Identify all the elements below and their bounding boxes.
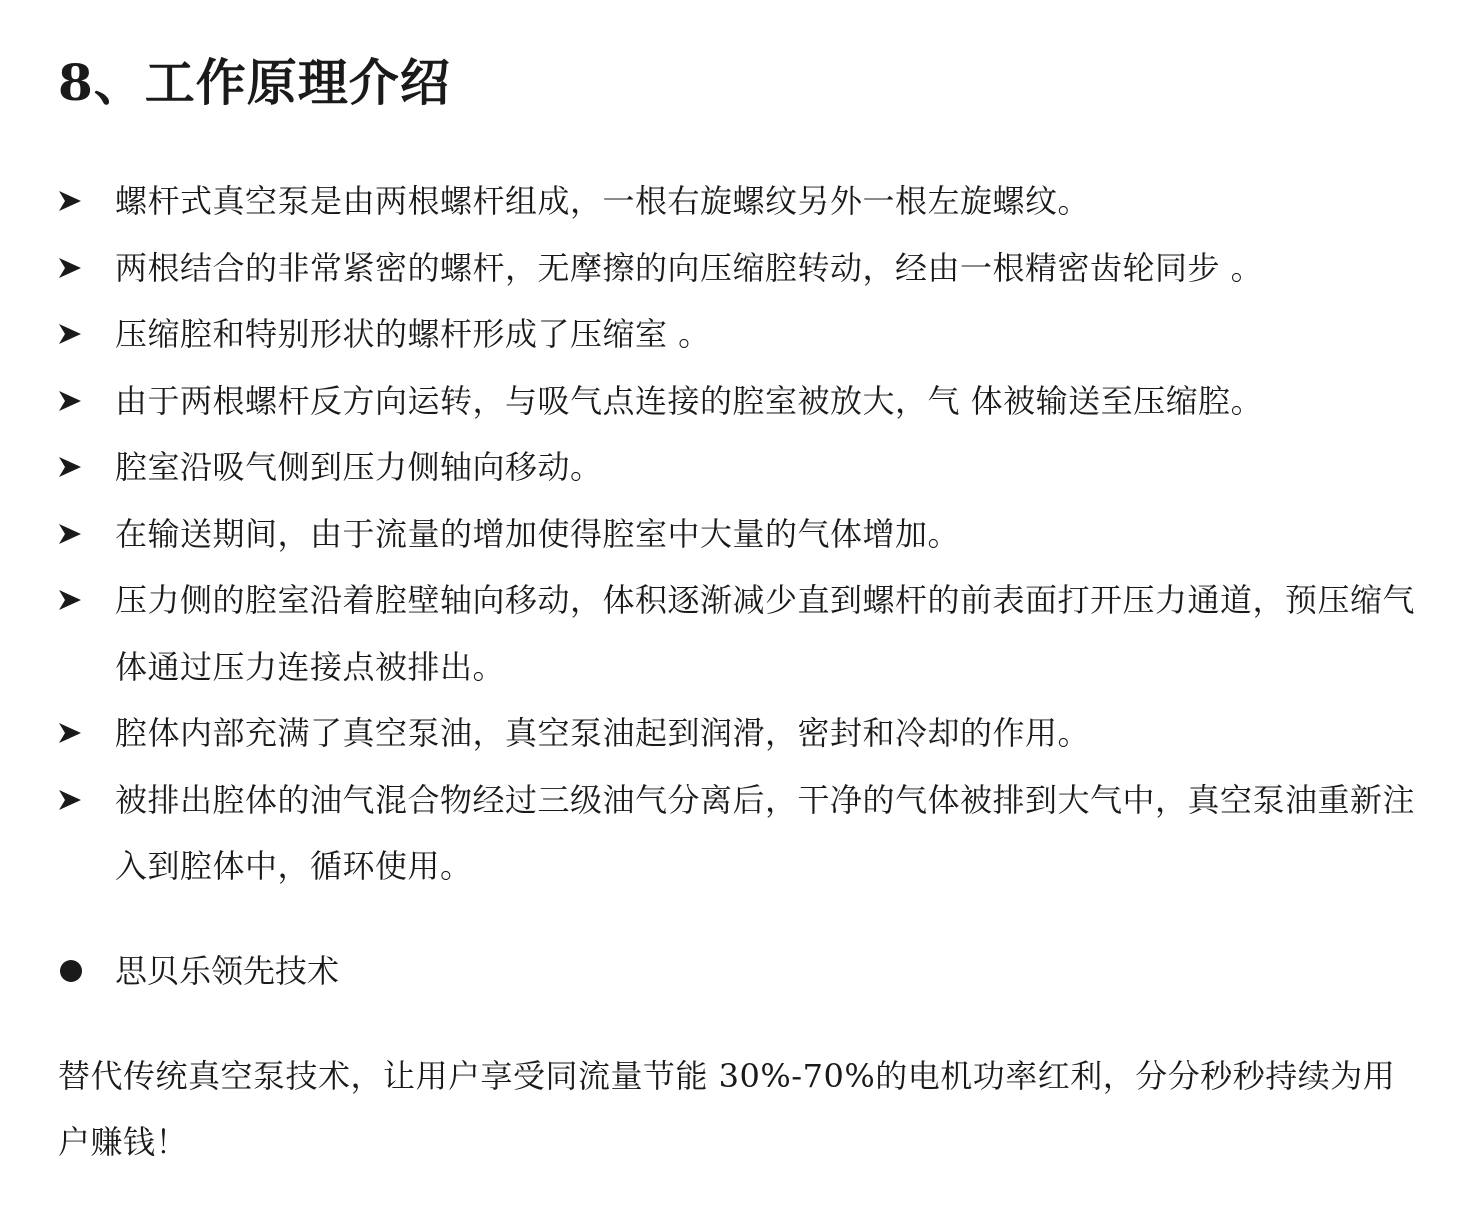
list-item-text: 压力侧的腔室沿着腔壁轴向移动，体积逐渐减少直到螺杆的前表面打开压力通道，预压缩气体通过压力连接点被排出。	[115, 581, 1416, 686]
principle-list	[58, 168, 1438, 900]
list-item	[58, 368, 1438, 435]
arrow-bullet-icon	[58, 700, 98, 766]
list-item-text: 由于两根螺杆反方向运转，与吸气点连接的腔室被放大，气 体被输送至压缩腔。	[115, 381, 1264, 420]
arrow-bullet-icon	[58, 235, 98, 301]
list-item-text: 被排出腔体的油气混合物经过三级油气分离后，干净的气体被排到大气中，真空泵油重新注入到腔体中，循环使用。	[115, 780, 1416, 885]
page-title: 8、工作原理介绍	[58, 53, 451, 112]
list-item-text: 两根结合的非常紧密的螺杆，无摩擦的向压缩腔转动，经由一根精密齿轮同步 。	[115, 248, 1264, 287]
section-heading-text: 思贝乐领先技术	[115, 952, 340, 990]
list-item	[58, 567, 1438, 700]
list-item-text: 螺杆式真空泵是由两根螺杆组成，一根右旋螺纹另外一根左旋螺纹。	[115, 182, 1091, 220]
summary-paragraph: 替代传统真空泵技术，让用户享受同流量节能 30%-70%的电机功率红利，分分秒秒持续为用户赚钱！	[58, 1057, 1396, 1161]
arrow-bullet-icon	[58, 767, 98, 833]
list-item	[58, 501, 1438, 568]
list-item	[58, 700, 1438, 767]
filled-circle-icon	[60, 960, 82, 982]
list-item	[58, 235, 1438, 302]
list-item	[58, 301, 1438, 368]
arrow-bullet-icon	[58, 567, 98, 633]
list-item	[58, 767, 1438, 900]
arrow-bullet-icon	[58, 168, 98, 234]
arrow-bullet-icon	[58, 434, 98, 500]
arrow-bullet-icon	[58, 501, 98, 567]
list-item	[58, 434, 1438, 501]
list-item-text: 在输送期间，由于流量的增加使得腔室中大量的气体增加。	[115, 514, 961, 553]
list-item-text: 腔室沿吸气侧到压力侧轴向移动。	[115, 448, 603, 486]
list-item-text: 腔体内部充满了真空泵油，真空泵油起到润滑，密封和冷却的作用。	[115, 714, 1091, 752]
list-item	[58, 168, 1438, 235]
list-item-text: 压缩腔和特别形状的螺杆形成了压缩室 。	[115, 315, 711, 353]
section-heading	[58, 938, 339, 1004]
arrow-bullet-icon	[58, 368, 98, 434]
arrow-bullet-icon	[58, 301, 98, 367]
